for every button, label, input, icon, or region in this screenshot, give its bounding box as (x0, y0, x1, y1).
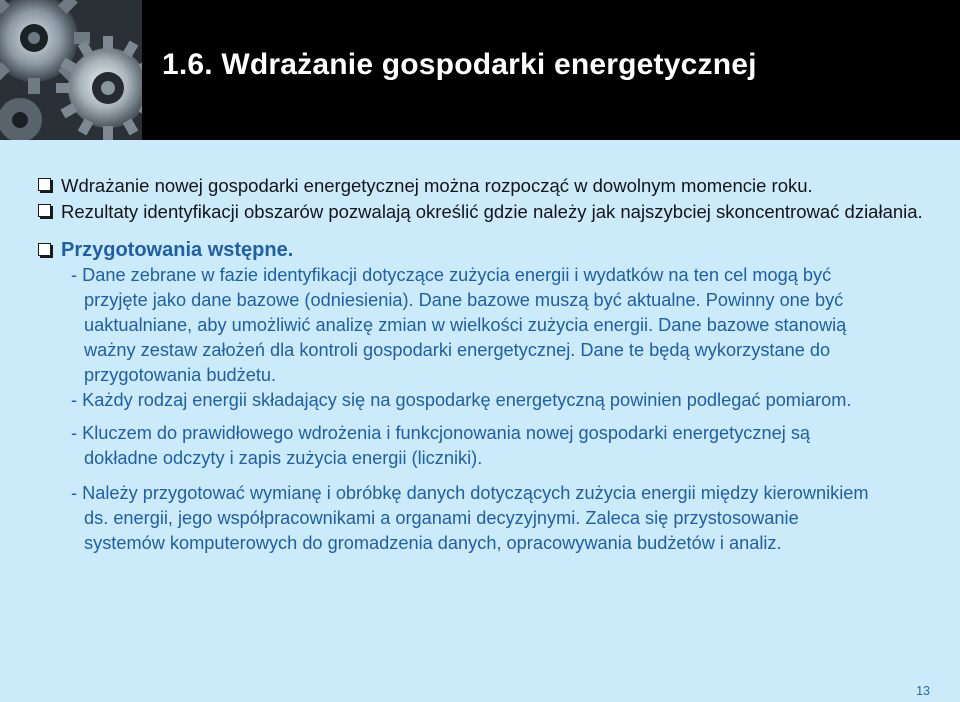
gears-illustration (0, 0, 142, 140)
dash-paragraph: - Każdy rodzaj energii składający się na gospodarkę energetyczną powinien podlegać pomiarom. (71, 390, 852, 410)
body-text (38, 173, 938, 556)
dash-paragraph: - Kluczem do prawidłowego wdrożenia i funkcjonowania nowej gospodarki energetycznej są dokładne odczyty i zapis zużycia energii (liczniki). (71, 423, 811, 468)
bullet-text: Wdrażanie nowej gospodarki energetycznej można rozpocząć w dowolnym momencie roku. (61, 175, 813, 196)
section-heading (38, 237, 938, 263)
gear-art-icon (0, 0, 142, 140)
dash-paragraph: - Należy przygotować wymianę i obróbkę danych dotyczących zużycia energii między kierownikiem ds. energii, jego współpracownikami a organami decyzyjnymi. Zaleca się przystosowanie systemów komputerowych do gromadzenia danych, opracowywania budżetów i analiz. (71, 483, 869, 553)
slide-header (0, 0, 960, 140)
checkbox-bullet-icon (38, 204, 51, 217)
dash-list (38, 263, 938, 556)
bullet-item (38, 173, 938, 199)
checkbox-bullet-icon (38, 243, 51, 256)
dash-paragraph: - Dane zebrane w fazie identyfikacji dotyczące zużycia energii i wydatków na ten cel mogą być przyjęte jako dane bazowe (odniesienia). Dane bazowe muszą być aktualne. Powinny one być uaktualniane, aby umożliwić analizę zmian w wielkości zużycia energii. Dane bazowe stanowią ważny zestaw założeń dla kontroli gospodarki energetycznej. Dane te będą wykorzystane do przygotowania budżetu. (71, 265, 847, 385)
bullet-text: Rezultaty identyfikacji obszarów pozwalają określić gdzie należy jak najszybciej skoncentrować działania. (61, 201, 923, 222)
section-heading-text: Przygotowania wstępne. (61, 239, 294, 261)
bullet-item (38, 199, 938, 225)
page-number: 13 (916, 684, 930, 698)
slide-content (0, 140, 960, 702)
slide-title: 1.6. Wdrażanie gospodarki energetycznej (162, 48, 757, 81)
checkbox-bullet-icon (38, 178, 51, 191)
